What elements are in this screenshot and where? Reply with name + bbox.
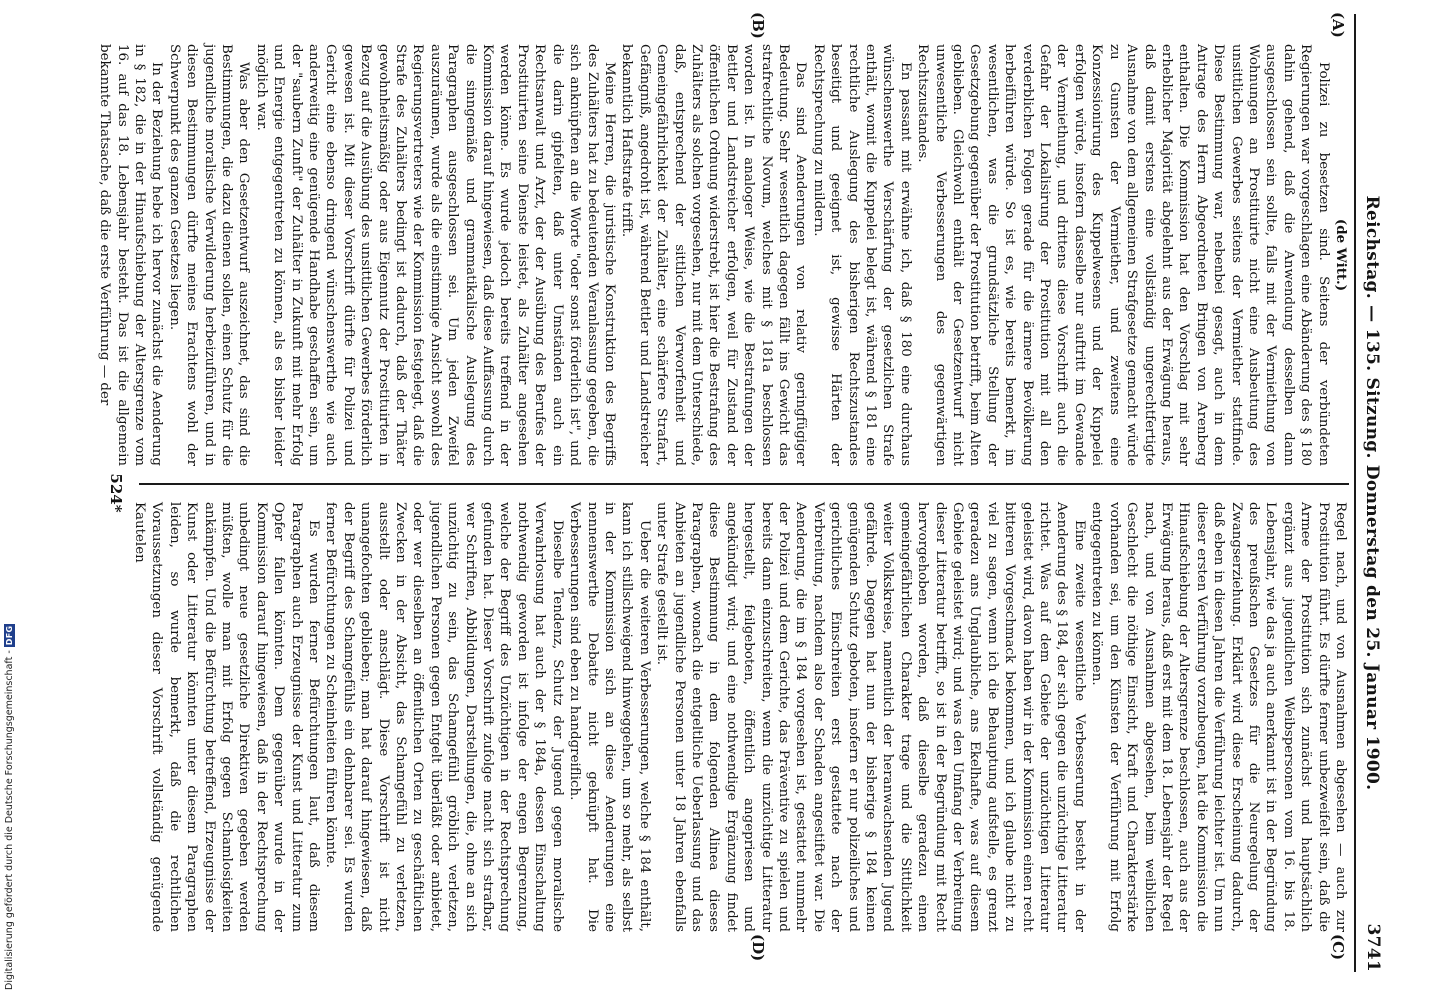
speaker-name: (de Witt.): [1333, 218, 1349, 292]
margin-marker-c: (C): [1329, 934, 1347, 961]
paragraph: Meine Herren, die juristische Konstruktion des Begriffs des Zuhälters hat zu bedeutenden Veranlassung gegeben, die sich anknüpften an die Worte "oder sonst förderlich ist", und die darin gipfelten, daß unter Umständen auch ein Rechtsanwalt und Arzt, der der Ausübung des Berufes der Prostituirten seine Dienste leistet, als Zuhälter angesehen werden könne. Es wurde jedoch bereits treffend in der Kommission darauf hingewiesen, daß diese Auffassung durch die sinngemäße und grammatikalische Auslegung des Paragraphen ausgeschlossen sei. Um jeden Zweifel auszuräumen, wurde als die einstimmige Ansicht sowohl des Regierungsvertreters wie der Kommission festgelegt, daß die Strafe des Zuhälters bedingt ist dadurch, daß der Thäter gewohnheitsmäßig oder aus Eigennutz der Prostituirten in Bezug auf die Ausübung des unsittlichen Gewerbes förderlich gewesen ist. Mit dieser Vorschrift dürfte für Polizei und Gericht eine ebenso dringend wünschenswerthe wie auch anderweitig eine genügende Handhabe geschaffen sein, um der "saubern Zunft" der Zuhälter in Zukunft mit mehr Erfolg und Energie entgegentreten zu können, als es bisher leider möglich war.: [253, 44, 617, 466]
paragraph: In der Beziehung hebe ich hervor zunächst die Aenderung in § 182, die in der Hinaufschiebung der Altersgrenze vom 16. auf das 18. Lebensjahr besteht. Das ist die allgemein bekannte Thatsache, daß die erste Verführung — der: [97, 44, 165, 466]
paragraph: Dieselbe Tendenz, Schutz der Jugend gegen moralische Verwahrlosung hat auch der § 184a, dessen Einschaltung nothwendig geworden ist infolge der engen Begrenzung, welche der Begriff des Unzüchtigen in der Rechtsprechung gefunden hat. Dieser Vorschrift zufolge macht sich strafbar, wer Schriften, Abbildungen, Darstellungen, die, ohne an sich unzüchtig zu sein, das Schamgefühl gröblich verletzen, jugendlichen Personen gegen Entgelt überläßt oder anbietet, oder wer dieselben an öffentlichen Orten zu geschäftlichen Zwecken in der Absicht, das Schamgefühl zu verletzen, ausstellt oder anschlägt. Diese Vorschrift ist nicht unangefochten geblieben; man hat darauf hingewiesen, daß der Begriff des Schamgefühls ein dehnbarer sei. Es wurden ferner Befürchtungen zu Scheinheiten führen könnte.: [323, 502, 565, 932]
left-column: [97, 14, 1349, 466]
paragraph: Polizei zu besetzen sind. Seitens der verbündeten Regierungen war vorgeschlagen eine Abänderung des § 180 dahin gehend, daß die Anwendung desselben dann ausgeschlossen sein sollte, falls mit der Vermiethung von Wohnungen an Prostituirte nicht eine Ausbeutung des unsittlichen Gewerbes seitens der Vermiether stattfinde. Diese Bestimmung war, nebenbei gesagt, auch in dem Antrage des Herrn Abgeordneten Bringen von Arenberg enthalten. Die Kommission hat den Vorschlag mit sehr erheblicher Majorität abgelehnt aus der Erwägung heraus, daß damit erstens eine vollständig ungerechtfertigte Ausnahme von dem allgemeinen Strafgesetze gemacht würde zu Gunsten der Vermiether, und zweitens eine Konzessionirung des Kuppelwesens und der Kuppelei erfolgen würde, insofern dasselbe nur auftritt im Gewande der Vermiethung, und drittens diese Vorschrift auch die Gefahr der Lokalisirung der Prostitution mit all den verderblichen Folgen gerade für die ärmere Bevölkerung herbeiführen würde. So ist es, wie bereits bemerkt, im wesentlichen, was die grundsätzliche Stellung der Gesetzgebung gegenüber der Prostitution betrifft, beim Alten geblieben. Gleichwohl enthält der Gesetzentwurf nicht unwesentliche Verbesserungen des gegenwärtigen Rechtszustandes.: [915, 44, 1331, 466]
rotated-page: [67, 14, 1387, 972]
digitization-caption-text: Digitalisierung gefördert durch die Deutsche Forschungsgemeinschaft -: [4, 650, 15, 990]
dfg-logo: DFG: [5, 625, 14, 646]
page-number: 3741: [1363, 923, 1383, 972]
digitization-caption: [4, 624, 15, 990]
paragraph: Ueber die weiteren Verbesserungen, welche § 184 enthält, kann ich stillschweigend hinweggehen, um so mehr, als selbst in der Kommission sich an diese Aenderungen eine nennenswerthe Debatte nicht geknüpft hat. Die Verbesserungen sind eben zu handgreiflich.: [567, 502, 652, 932]
page-header: [1357, 14, 1387, 972]
margin-marker-b: (B): [749, 12, 767, 39]
paragraph: Was aber den Gesetzentwurf auszeichnet, das sind die Bestimmungen, die dazu dienen sollen, einen Schutz für die jugendliche moralische Verwilderung herbeizuführen, und in diesen Bestimmungen dürfte meines Erachtens wohl der Schwerpunkt des ganzen Gesetzes liegen.: [166, 44, 252, 466]
sheet-signature: 524*: [107, 473, 125, 513]
right-column: [131, 502, 1349, 932]
paragraph: Regel nach, und von Ausnahmen abgesehen — auch zur Prostitution führt. Es dürfte ferner unbezweifelt sein, daß die Armee der Prostitution sich zunächst und hauptsächlich ergänzt aus jugendlichen Weibspersonen vom 16. bis 18. Lebensjahr, wie das ja auch anerkannt ist in der Begründung des preußischen Gesetzes für die Neuregelung der Zwangserziehung. Erklärt wird diese Erscheinung dadurch, daß eben in diesen Jahren die Verführung leichter ist. Um nun dieser ersten Verführung vorzubeugen, hat die Kommission die Hinaufschiebung der Altersgrenze beschlossen, auch aus der Erwägung heraus, daß erst mit dem 18. Lebensjahr der Regel nach, und von Ausnahmen abgesehen, beim weiblichen Geschlecht die nöthige Einsicht, Kraft und Charakterstärke vorhanden sei, um den Künsten der Verführung mit Erfolg entgegentreten zu können.: [1089, 502, 1348, 932]
margin-marker-d: (D): [749, 934, 767, 962]
header-rule: [1354, 14, 1356, 972]
running-title: Reichstag. — 135. Sitzung. Donnerstag den 25. Januar 1900.: [1362, 195, 1382, 791]
paragraph: Es wurden ferner Befürchtungen laut, daß diesem Paragraphen auch Erzeugnisse der Kunst und Litteratur zum Opfer fallen könnten. Dem gegenüber wurde in der Kommission darauf hingewiesen, daß in der Rechtsprechung unbedingt neue gesetzliche Direktiven gegeben werden müßten, wolle man mit Erfolg gegen Schamlosigkeiten ankämpfen. Und die Befürchtung betreffend, Erzeugnisse der Kunst oder Litteratur könnten unter diesem Paragraphen leiden, so wurde bemerkt, daß die rechtlichen Voraussetzungen dieser Vorschrift vollständig genügende Kautelen: [131, 502, 322, 932]
paragraph: En passant mit erwähne ich, daß § 180 eine durchaus wünschenswerthe Verschärfung der gesetzlichen Strafe enthält, womit die Kuppelei belegt ist, während § 181 eine rechtliche Auslegung des bisherigen Rechtszustandes beseitigt und geeignet ist, gewisse Härten der Rechtsprechung zu mildern.: [810, 44, 913, 466]
margin-marker-a: (A): [1329, 12, 1347, 38]
paragraph: Eine zweite wesentliche Verbesserung besteht in der Aenderung des § 184, der sich gegen die unzüchtige Litteratur richtet. Was auf dem Gebiete der unzüchtigen Litteratur geleistet wird, davon haben wir in der Kommission einen recht bitteren Vorgeschmack bekommen, und ich glaube nicht zu viel zu sagen, wenn ich die Behauptung aufstelle, es grenzt geradezu ans Unglaubliche, ans Ekelhafte, was auf diesem Gebiete geleistet wird; und was den Umfang der Verbreitung dieser Litteratur betrifft, so ist in der Begründung mit Recht hervorgehoben worden, daß dieselbe geradezu einen gemeingefährlichen Charakter trage und die Sittlichkeit weiter Volkskreise, namentlich der heranwachsenden Jugend gefährde. Dagegen hat nun der bisherige § 184 keinen genügenden Schutz geboten, insofern er nur polizeiliches und gerichtliches Einschreiten erst gestattete nach der Verbreitung, nachdem also der Schaden angestiftet war. Die Aenderung, die im § 184 vorgesehen ist, gestattet nunmehr der Polizei und dem Gerichte, das Präventive zu spielen und bereits dann einzuschreiten, wenn die unzüchtige Litteratur hergestellt, feilgeboten, öffentlich angepriesen und angekündigt wird; und eine nothwendige Ergänzung findet diese Bestimmung in dem folgenden Alinea dieses Paragraphen, wonach die entgeltliche Ueberlassung und das Anbieten an jugendliche Personen unter 18 Jahren ebenfalls unter Strafe gestellt ist.: [654, 502, 1087, 932]
paragraph: Das sind Aenderungen von relativ geringfügiger Bedeutung. Sehr wesentlich dagegen fällt ins Gewicht das strafrechtliche Novum, welches mit § 181a beschlossen worden ist. In analoger Weise, wie die Bestrafungen der Bettler und Landstreicher erfolgen, weil für Zustand der öffentlichen Ordnung widerstrebt, ist hier die Bestrafung des Zuhälters als solchen vorgesehen, nur mit dem Unterschiede, daß, entsprechend der sittlichen Verworfenheit und Gemeingefährlichkeit der Zuhälter, eine schärfere Strafart, Gefängniß, angedroht ist, während Bettler und Landstreicher bekanntlich Haftstrafe trifft.: [619, 44, 809, 466]
column-divider: [139, 483, 1349, 485]
